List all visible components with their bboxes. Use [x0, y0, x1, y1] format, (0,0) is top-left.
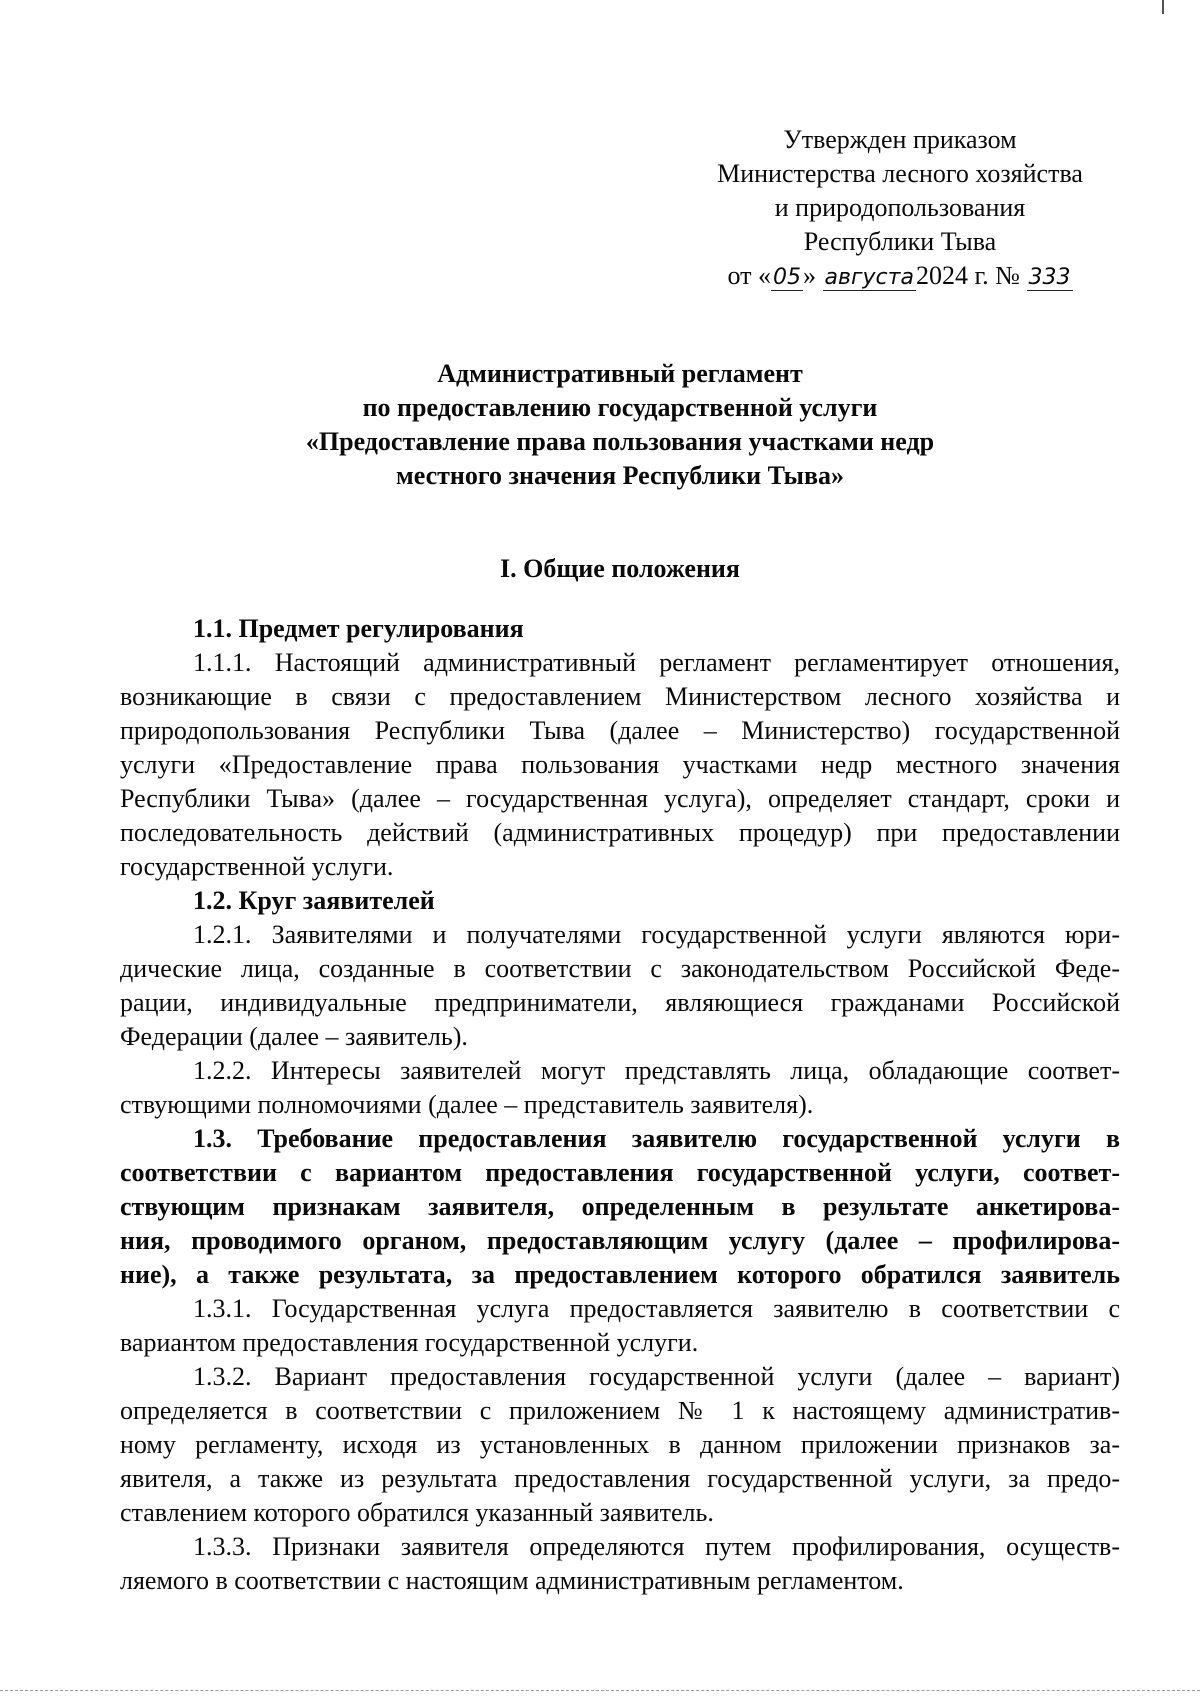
body-line: 1.3. Требование предоставления заявителю государственной услуги в [193, 1124, 1120, 1153]
approval-line-4: Республики Тыва [803, 227, 997, 256]
handwritten-day: 05 [773, 265, 802, 290]
body-line: рации, индивидуальные предприниматели, являющиеся гражданами Российской [120, 988, 1120, 1017]
document-title [120, 357, 1120, 493]
date-mid: » [803, 261, 817, 290]
body-line: 1.3.1. Государственная услуга предоставляется заявителю в соответствии с [193, 1294, 1120, 1323]
body-line: ному регламенту, исходя из установленных в данном приложении признаков за- [120, 1430, 1120, 1459]
title-line-4: местного значения Республики Тыва» [396, 461, 844, 490]
body-line: 1.2.1. Заявителями и получателями государственной услуги являются юри- [193, 920, 1120, 949]
body-line: ствующими полномочиями (далее – представитель заявителя). [120, 1090, 814, 1119]
body-line: 1.1. Предмет регулирования [193, 614, 524, 643]
body-line: природопользования Республики Тыва (далее – Министерство) государственной [120, 716, 1120, 745]
body-line: 1.1.1. Настоящий административный регламент регламентирует отношения, [193, 648, 1120, 677]
body-line: определяется в соответствии с приложением № 1 к настоящему административ- [120, 1396, 1120, 1425]
body-line: явителя, а также из результата предоставления государственной услуги, за предо- [120, 1464, 1120, 1493]
body-line: Республики Тыва» (далее – государственная услуга), определяет стандарт, сроки и [120, 784, 1120, 813]
date-prefix: от « [727, 261, 772, 290]
body-line: 1.3.3. Признаки заявителя определяются путем профилирования, осуществ- [193, 1532, 1120, 1561]
approval-line-2: Министерства лесного хозяйства [717, 159, 1083, 188]
body-line: дические лица, созданные в соответствии с законодательством Российской Феде- [120, 954, 1120, 983]
body-line: последовательность действий (административных процедур) при предоставлении [120, 818, 1120, 847]
body-line: 1.3.2. Вариант предоставления государственной услуги (далее – вариант) [193, 1362, 1120, 1391]
approval-line-1: Утвержден приказом [783, 125, 1017, 154]
body-line: возникающие в связи с предоставлением Министерством лесного хозяйства и [120, 682, 1120, 711]
approval-block [620, 123, 1180, 293]
body-line: услуги «Предоставление права пользования участками недр местного значения [120, 750, 1120, 779]
body-line: государственной услуги. [120, 852, 394, 881]
handwritten-doc-number: 333 [1028, 265, 1071, 290]
body-line: 1.2.2. Интересы заявителей могут представлять лица, обладающие соответ- [193, 1056, 1120, 1085]
body-line: вариантом предоставления государственной услуги. [120, 1328, 699, 1357]
title-line-2: по предоставлению государственной услуги [362, 393, 878, 422]
scan-edge-mark [1162, 0, 1164, 14]
handwritten-month: августа [824, 265, 914, 290]
scan-bottom-edge [0, 1690, 1200, 1691]
body-line: Федерации (далее – заявитель). [120, 1022, 468, 1051]
date-year: 2024 г. № [915, 261, 1020, 290]
body-line: ние), а также результата, за предоставлением которого обратился заявитель [120, 1260, 1120, 1289]
section-heading: I. Общие положения [500, 554, 740, 583]
approval-date-line [620, 259, 1180, 293]
body-line: ляемого в соответствии с настоящим административным регламентом. [120, 1566, 904, 1595]
title-line-3: «Предоставление права пользования участками недр [305, 427, 935, 456]
body-line: 1.2. Круг заявителей [193, 886, 435, 915]
approval-line-3: и природопользования [774, 193, 1026, 222]
body-line: ния, проводимого органом, предоставляющим услугу (далее – профилирова- [120, 1226, 1120, 1255]
title-line-1: Административный регламент [437, 359, 803, 388]
body-line: ставлением которого обратился указанный заявитель. [120, 1498, 714, 1527]
body-line: соответствии с вариантом предоставления государственной услуги, соответ- [120, 1158, 1120, 1187]
body-text [120, 612, 1120, 1598]
body-line: ствующим признакам заявителя, определенным в результате анкетирова- [120, 1192, 1120, 1221]
